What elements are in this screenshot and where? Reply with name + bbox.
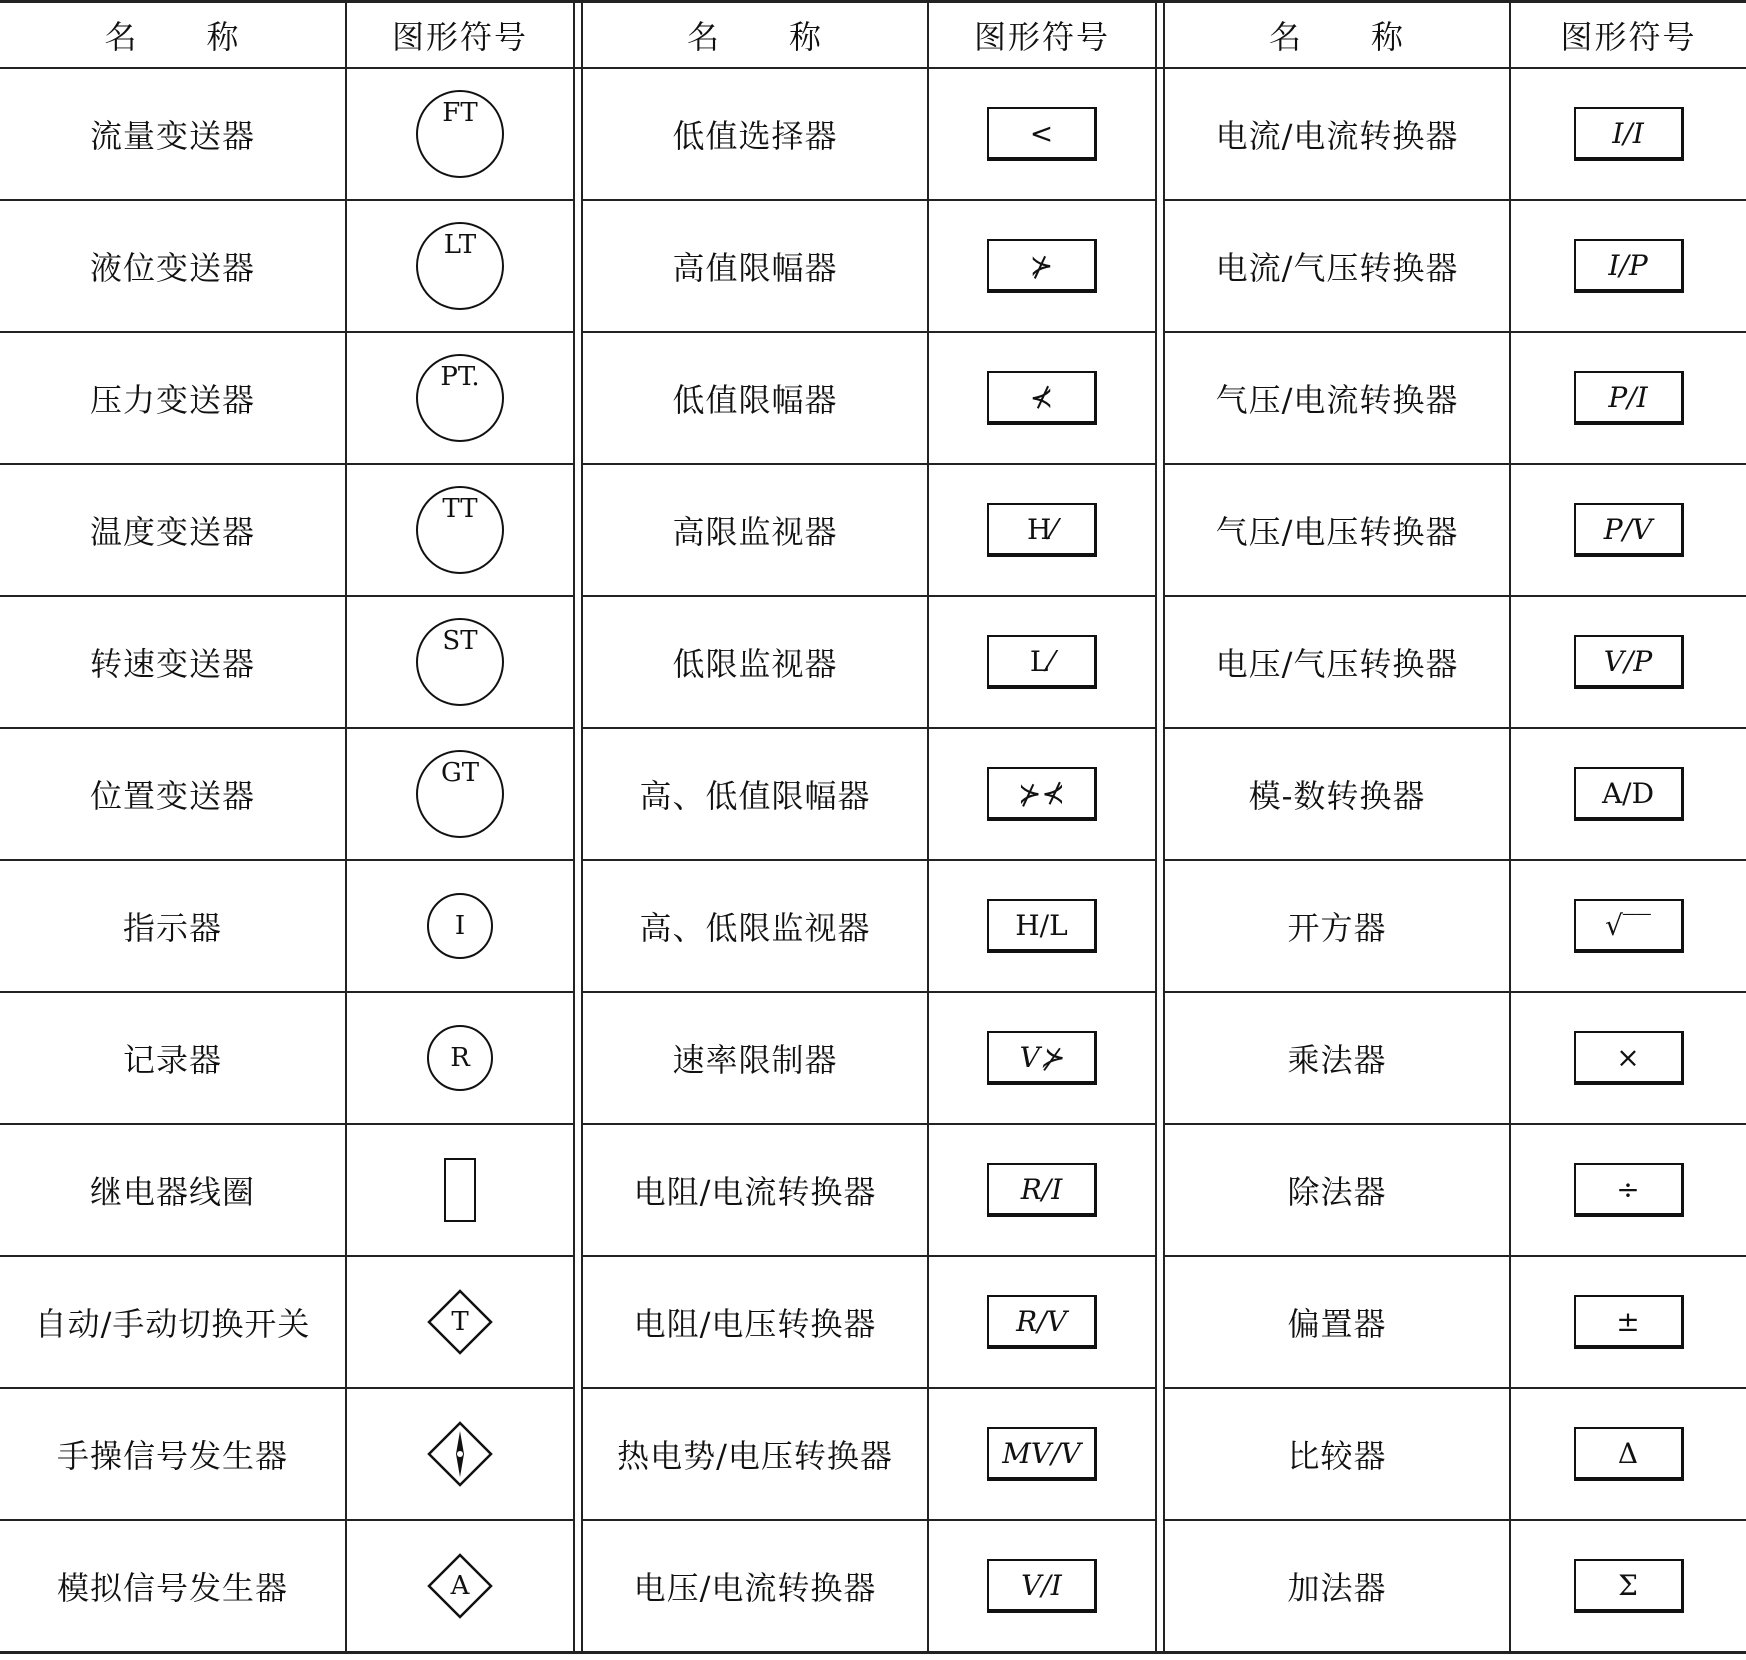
column-divider xyxy=(574,1520,582,1653)
symbol-name: 温度变送器 xyxy=(0,464,346,596)
symbol-cell xyxy=(346,1124,574,1256)
column-divider xyxy=(574,2,582,69)
symbol-name: 继电器线圈 xyxy=(0,1124,346,1256)
circle-symbol-icon: I xyxy=(427,893,493,959)
symbol-name: 位置变送器 xyxy=(0,728,346,860)
symbol-cell xyxy=(1510,200,1746,332)
symbol-name: 偏置器 xyxy=(1164,1256,1510,1388)
table-row xyxy=(0,332,1746,464)
rect-symbol-icon: ⊀ xyxy=(987,371,1097,425)
column-divider xyxy=(574,992,582,1124)
header-symbol-2: 图形符号 xyxy=(928,2,1156,69)
symbol-name: 气压/电流转换器 xyxy=(1164,332,1510,464)
column-divider xyxy=(574,860,582,992)
column-divider xyxy=(1156,68,1164,200)
column-divider xyxy=(574,200,582,332)
symbol-name: 手操信号发生器 xyxy=(0,1388,346,1520)
column-divider xyxy=(574,1388,582,1520)
diamond-symbol-icon xyxy=(427,1289,493,1355)
header-row xyxy=(0,2,1746,69)
rect-symbol-icon: P/I xyxy=(1574,371,1684,425)
symbol-cell xyxy=(928,1256,1156,1388)
symbol-name: 高、低限监视器 xyxy=(582,860,928,992)
symbol-name: 模-数转换器 xyxy=(1164,728,1510,860)
table-row xyxy=(0,68,1746,200)
symbol-cell xyxy=(346,1388,574,1520)
symbol-cell xyxy=(346,728,574,860)
symbol-cell xyxy=(346,860,574,992)
table-row xyxy=(0,1520,1746,1653)
symbol-cell xyxy=(1510,860,1746,992)
symbol-cell xyxy=(928,992,1156,1124)
symbol-cell xyxy=(928,596,1156,728)
symbol-name: 高值限幅器 xyxy=(582,200,928,332)
table-row xyxy=(0,200,1746,332)
symbol-cell xyxy=(928,68,1156,200)
column-divider xyxy=(1156,2,1164,69)
symbol-cell xyxy=(346,596,574,728)
symbol-name: 乘法器 xyxy=(1164,992,1510,1124)
rect-symbol-icon: L⁄ xyxy=(987,635,1097,689)
symbol-name: 电流/气压转换器 xyxy=(1164,200,1510,332)
column-divider xyxy=(574,68,582,200)
symbol-name: 流量变送器 xyxy=(0,68,346,200)
circle-symbol-icon: GT xyxy=(416,750,504,838)
rect-symbol-icon: √‾‾ xyxy=(1574,899,1684,953)
rect-symbol-icon: ± xyxy=(1574,1295,1684,1349)
symbol-cell xyxy=(928,728,1156,860)
column-divider xyxy=(1156,1124,1164,1256)
rect-symbol-icon: Δ xyxy=(1574,1427,1684,1481)
symbol-name: 模拟信号发生器 xyxy=(0,1520,346,1653)
symbol-cell xyxy=(346,200,574,332)
circle-symbol-icon: ST xyxy=(416,618,504,706)
symbol-name: 开方器 xyxy=(1164,860,1510,992)
symbol-cell xyxy=(1510,68,1746,200)
symbol-cell xyxy=(1510,992,1746,1124)
header-symbol-3: 图形符号 xyxy=(1510,2,1746,69)
table-row xyxy=(0,596,1746,728)
diamond-symbol-icon xyxy=(427,1553,493,1619)
column-divider xyxy=(574,1256,582,1388)
symbol-cell xyxy=(1510,728,1746,860)
symbol-name: 记录器 xyxy=(0,992,346,1124)
symbol-cell xyxy=(928,1388,1156,1520)
symbol-name: 压力变送器 xyxy=(0,332,346,464)
symbol-name: 电阻/电压转换器 xyxy=(582,1256,928,1388)
rect-symbol-icon: ÷ xyxy=(1574,1163,1684,1217)
table-row xyxy=(0,464,1746,596)
symbol-cell xyxy=(928,1520,1156,1653)
header-name-3: 名 称 xyxy=(1164,2,1510,69)
column-divider xyxy=(1156,1256,1164,1388)
column-divider xyxy=(1156,728,1164,860)
symbol-cell xyxy=(346,1520,574,1653)
column-divider xyxy=(574,332,582,464)
rect-symbol-icon: ⊁⊀ xyxy=(987,767,1097,821)
rect-symbol-icon: Σ xyxy=(1574,1559,1684,1613)
header-name-1: 名 称 xyxy=(0,2,346,69)
symbol-name: 电压/气压转换器 xyxy=(1164,596,1510,728)
symbol-cell xyxy=(346,992,574,1124)
column-divider xyxy=(1156,1520,1164,1653)
symbol-cell xyxy=(1510,332,1746,464)
symbol-name: 速率限制器 xyxy=(582,992,928,1124)
symbol-cell xyxy=(928,464,1156,596)
circle-symbol-icon: R xyxy=(427,1025,493,1091)
header-name-2: 名 称 xyxy=(582,2,928,69)
column-divider xyxy=(1156,200,1164,332)
table-row xyxy=(0,1256,1746,1388)
symbol-cell xyxy=(928,1124,1156,1256)
column-divider xyxy=(1156,1388,1164,1520)
symbol-cell xyxy=(346,332,574,464)
table-row xyxy=(0,860,1746,992)
symbol-cell xyxy=(928,860,1156,992)
symbol-name: 加法器 xyxy=(1164,1520,1510,1653)
symbol-cell xyxy=(346,464,574,596)
symbol-name: 自动/手动切换开关 xyxy=(0,1256,346,1388)
table-row xyxy=(0,992,1746,1124)
rect-symbol-icon: I/I xyxy=(1574,107,1684,161)
symbol-name: 高、低值限幅器 xyxy=(582,728,928,860)
relay-coil-icon xyxy=(444,1158,476,1222)
column-divider xyxy=(1156,332,1164,464)
symbol-name: 低限监视器 xyxy=(582,596,928,728)
symbol-name: 高限监视器 xyxy=(582,464,928,596)
symbol-cell xyxy=(1510,596,1746,728)
rect-symbol-icon: H/L xyxy=(987,899,1097,953)
symbol-cell xyxy=(346,1256,574,1388)
circle-symbol-icon: PT. xyxy=(416,354,504,442)
symbol-name: 热电势/电压转换器 xyxy=(582,1388,928,1520)
circle-symbol-icon: FT xyxy=(416,90,504,178)
column-divider xyxy=(574,596,582,728)
rect-symbol-icon: V/I xyxy=(987,1559,1097,1613)
symbol-name: 电压/电流转换器 xyxy=(582,1520,928,1653)
symbol-name: 比较器 xyxy=(1164,1388,1510,1520)
column-divider xyxy=(1156,992,1164,1124)
rect-symbol-icon: A/D xyxy=(1574,767,1684,821)
header-symbol-1: 图形符号 xyxy=(346,2,574,69)
table-row xyxy=(0,728,1746,860)
rect-symbol-icon: V/P xyxy=(1574,635,1684,689)
circle-symbol-icon: LT xyxy=(416,222,504,310)
symbol-cell xyxy=(1510,1388,1746,1520)
column-divider xyxy=(1156,596,1164,728)
rect-symbol-icon: < xyxy=(987,107,1097,161)
column-divider xyxy=(1156,860,1164,992)
column-divider xyxy=(574,1124,582,1256)
table-row xyxy=(0,1388,1746,1520)
rect-symbol-icon: ⊁ xyxy=(987,239,1097,293)
symbol-cell xyxy=(928,200,1156,332)
diamond-label: A xyxy=(450,1571,470,1601)
rect-symbol-icon: R/I xyxy=(987,1163,1097,1217)
rect-symbol-icon: P/V xyxy=(1574,503,1684,557)
column-divider xyxy=(574,464,582,596)
symbol-name: 转速变送器 xyxy=(0,596,346,728)
rect-symbol-icon: R/V xyxy=(987,1295,1097,1349)
symbol-name: 低值选择器 xyxy=(582,68,928,200)
symbol-cell xyxy=(1510,1256,1746,1388)
rect-symbol-icon: × xyxy=(1574,1031,1684,1085)
symbol-name: 电阻/电流转换器 xyxy=(582,1124,928,1256)
symbol-cell xyxy=(346,68,574,200)
rect-symbol-icon: V⊁ xyxy=(987,1031,1097,1085)
rect-symbol-icon: I/P xyxy=(1574,239,1684,293)
column-divider xyxy=(1156,464,1164,596)
symbol-name: 液位变送器 xyxy=(0,200,346,332)
symbol-cell xyxy=(1510,1124,1746,1256)
circle-symbol-icon: TT xyxy=(416,486,504,574)
rect-symbol-icon: MV/V xyxy=(987,1427,1097,1481)
rect-symbol-icon: H⁄ xyxy=(987,503,1097,557)
symbol-name: 除法器 xyxy=(1164,1124,1510,1256)
symbol-cell xyxy=(1510,1520,1746,1653)
symbol-cell xyxy=(928,332,1156,464)
symbol-cell xyxy=(1510,464,1746,596)
symbol-name: 气压/电压转换器 xyxy=(1164,464,1510,596)
symbol-name: 低值限幅器 xyxy=(582,332,928,464)
table-row xyxy=(0,1124,1746,1256)
manual-signal-diamond-icon xyxy=(427,1421,493,1487)
column-divider xyxy=(574,728,582,860)
symbol-name: 指示器 xyxy=(0,860,346,992)
symbol-name: 电流/电流转换器 xyxy=(1164,68,1510,200)
diamond-label: T xyxy=(451,1307,469,1337)
